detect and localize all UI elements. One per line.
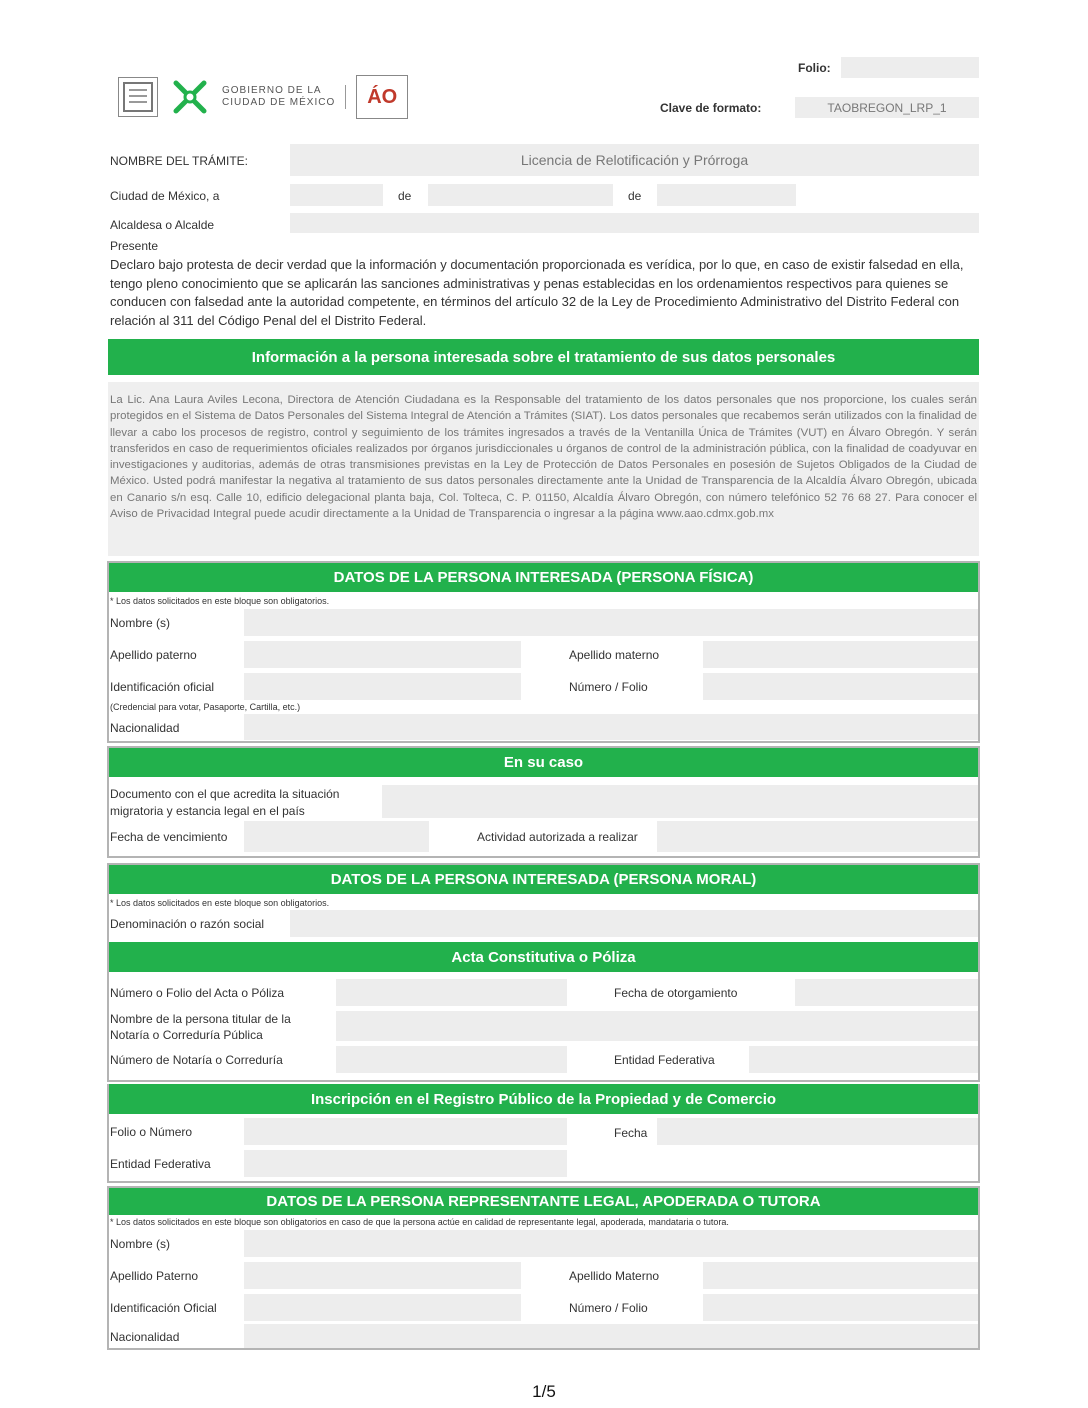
alvaro-obregon-logo: [356, 75, 408, 119]
government-name: [222, 85, 346, 109]
fisica-nombre-label: Nombre (s): [110, 616, 171, 630]
folio-field[interactable]: [841, 57, 979, 78]
fecha-vencimiento-label: Fecha de vencimiento: [110, 830, 228, 844]
rep-ap-materno-label: Apellido Materno: [569, 1269, 660, 1283]
header-logos: [118, 74, 408, 120]
rep-numero-folio-label: Número / Folio: [569, 1301, 648, 1315]
fisica-ap-paterno-field[interactable]: [244, 641, 521, 668]
fisica-header: DATOS DE LA PERSONA INTERESADA (PERSONA FÍSICA): [109, 563, 978, 592]
documento-field[interactable]: [382, 785, 978, 818]
actividad-field[interactable]: [657, 821, 978, 852]
declaration-text: Declaro bajo protesta de decir verdad que la información y documentación proporcionada es verídica, por lo que, en caso de existir falsedad en ella, tengo pleno conocimiento que se aplicarán las sanciones administrativas y penas establecidas en los ordenamientos respectivos para quienes se conducen con falsedad ante la autoridad competente, en términos del artículo 32 de la Ley de Procedimiento Administrativo del Distrito Federal con relación al 311 del Código Penal del el Distrito Federal.: [110, 257, 964, 328]
acta-entidad-field[interactable]: [749, 1046, 978, 1073]
rep-ap-materno-field[interactable]: [703, 1262, 978, 1289]
numero-notaria-label: Número de Notaría o Correduría: [110, 1053, 283, 1067]
denominacion-field[interactable]: [290, 910, 978, 937]
credencial-note: (Credencial para votar, Pasaporte, Cartilla, etc.): [110, 702, 301, 712]
moral-note: * Los datos solicitados en este bloque son obligatorios.: [110, 898, 330, 908]
rep-identificacion-field[interactable]: [244, 1294, 521, 1321]
registro-entidad-field[interactable]: [244, 1150, 567, 1177]
rep-nombre-label: Nombre (s): [110, 1237, 171, 1251]
tramite-name-field[interactable]: Licencia de Relotificación y Prórroga: [290, 144, 979, 176]
fisica-nombre-field[interactable]: [244, 609, 978, 636]
clave-field[interactable]: TAOBREGON_LRP_1: [795, 97, 979, 118]
titular-notaria-label: [110, 1011, 291, 1043]
titular-notaria-line2: Notaría o Correduría Pública: [110, 1028, 263, 1042]
fisica-ap-paterno-label: Apellido paterno: [110, 648, 197, 662]
rep-nacionalidad-field[interactable]: [244, 1324, 978, 1348]
registro-header: Inscripción en el Registro Público de la Propiedad y de Comercio: [109, 1084, 978, 1114]
gov-line-2: CIUDAD DE MÉXICO: [222, 97, 336, 108]
alcaldesa-label: Alcaldesa o Alcalde: [110, 218, 215, 232]
actividad-label: Actividad autorizada a realizar: [477, 830, 638, 844]
rep-ap-paterno-label: Apellido Paterno: [110, 1269, 199, 1283]
documento-label-line1: Documento con el que acredita la situación: [110, 787, 340, 801]
alcaldesa-field[interactable]: [290, 213, 979, 233]
rep-identificacion-label: Identificación Oficial: [110, 1301, 217, 1315]
registro-fecha-field[interactable]: [657, 1118, 978, 1145]
documento-label: [110, 786, 339, 820]
moral-header: DATOS DE LA PERSONA INTERESADA (PERSONA MORAL): [109, 865, 978, 894]
fisica-numero-folio-field[interactable]: [703, 673, 978, 700]
en-su-caso-header: En su caso: [109, 748, 978, 777]
ao-logo-text: ÁO: [367, 85, 398, 108]
acta-header: Acta Constitutiva o Póliza: [109, 942, 978, 972]
fisica-identificacion-field[interactable]: [244, 673, 521, 700]
numero-acta-field[interactable]: [336, 979, 567, 1006]
privacy-text: La Lic. Ana Laura Aviles Lecona, Directora de Atención Ciudadana es la Responsable del tratamiento de los datos personales que nos proporcione, los cuales serán protegidos en el Sistema de Datos Personales del Sistema Integral de Atención a Trámites (SIAT). Los datos personales que recabemos serán utilizados con la finalidad de llevar a cabo los procesos de registro, control y seguimiento de los trámites ingresados a través de la Ventanilla Única de Trámites (VUT) en Álvaro Obregón. Y serán transferidos en caso de requerimientos oficiales realizados por órganos jurisdiccionales u órganos de control de la administración pública, con la finalidad de coadyuvar en investigaciones y auditorias, además de otras transmisiones previstas en la Ley de Protección de Datos Personales en posesión de Sujetos Obligados de la Ciudad de México. Usted podrá manifestar la negativa al tratamiento de sus datos personales directamente ante la Unidad de Transparencia de la Alcaldía Álvaro Obregón, ubicada en Canario s/n esq. Calle 10, edificio delegacional planta baja, Col. Tolteca, C. P. 01150, Alcaldía Álvaro Obregón, con número telefónico 52 76 68 27. Para conocer el Aviso de Privacidad Integral puede acudir directamente a la Unidad de Transparencia o ingresar a la página www.aao.cdmx.gob.mx: [108, 382, 979, 556]
fisica-identificacion-label: Identificación oficial: [110, 680, 215, 694]
de-label-2: de: [628, 189, 642, 203]
fisica-numero-folio-label: Número / Folio: [569, 680, 648, 694]
titular-notaria-line1: Nombre de la persona titular de la: [110, 1012, 291, 1026]
numero-notaria-field[interactable]: [336, 1046, 567, 1073]
month-field[interactable]: [428, 184, 613, 206]
registro-folio-label: Folio o Número: [110, 1125, 193, 1139]
fecha-otorgamiento-field[interactable]: [795, 979, 978, 1006]
year-field[interactable]: [657, 184, 796, 206]
day-field[interactable]: [290, 184, 383, 206]
fisica-nacionalidad-field[interactable]: [244, 714, 978, 740]
cdmx-logo-icon: [168, 75, 212, 119]
ciudad-label: Ciudad de México, a: [110, 189, 220, 203]
cdmx-coat-of-arms-icon: [118, 77, 158, 117]
registro-folio-field[interactable]: [244, 1118, 567, 1145]
fecha-vencimiento-field[interactable]: [244, 821, 429, 852]
rep-nombre-field[interactable]: [244, 1230, 978, 1257]
representante-header: DATOS DE LA PERSONA REPRESENTANTE LEGAL, APODERADA O TUTORA: [109, 1188, 978, 1215]
registro-fecha-label: Fecha: [614, 1126, 648, 1140]
rep-nacionalidad-label: Nacionalidad: [110, 1330, 180, 1344]
rep-numero-folio-field[interactable]: [703, 1294, 978, 1321]
denominacion-label: Denominación o razón social: [110, 917, 265, 931]
page-number: 1/5: [532, 1382, 556, 1401]
de-label-1: de: [398, 189, 412, 203]
acta-entidad-label: Entidad Federativa: [614, 1053, 715, 1067]
folio-label: Folio:: [798, 61, 831, 75]
registro-entidad-label: Entidad Federativa: [110, 1157, 211, 1171]
gov-line-1: GOBIERNO DE LA: [222, 85, 322, 96]
fisica-ap-materno-label: Apellido materno: [569, 648, 660, 662]
rep-ap-paterno-field[interactable]: [244, 1262, 521, 1289]
fisica-nacionalidad-label: Nacionalidad: [110, 721, 180, 735]
representante-note: * Los datos solicitados en este bloque son obligatorios en caso de que la persona actúe en calidad de representante legal, apoderada, mandataria o tutora.: [110, 1217, 729, 1227]
clave-label: Clave de formato:: [660, 101, 762, 115]
fisica-ap-materno-field[interactable]: [703, 641, 978, 668]
documento-label-line2: migratoria y estancia legal en el país: [110, 804, 305, 818]
privacy-header: Información a la persona interesada sobre el tratamiento de sus datos personales: [108, 339, 979, 375]
presente-label: Presente: [110, 239, 159, 253]
tramite-label: NOMBRE DEL TRÁMITE:: [110, 154, 249, 168]
numero-acta-label: Número o Folio del Acta o Póliza: [110, 986, 285, 1000]
fisica-note: * Los datos solicitados en este bloque son obligatorios.: [110, 596, 330, 606]
titular-notaria-field[interactable]: [336, 1011, 978, 1041]
fecha-otorgamiento-label: Fecha de otorgamiento: [614, 986, 738, 1000]
